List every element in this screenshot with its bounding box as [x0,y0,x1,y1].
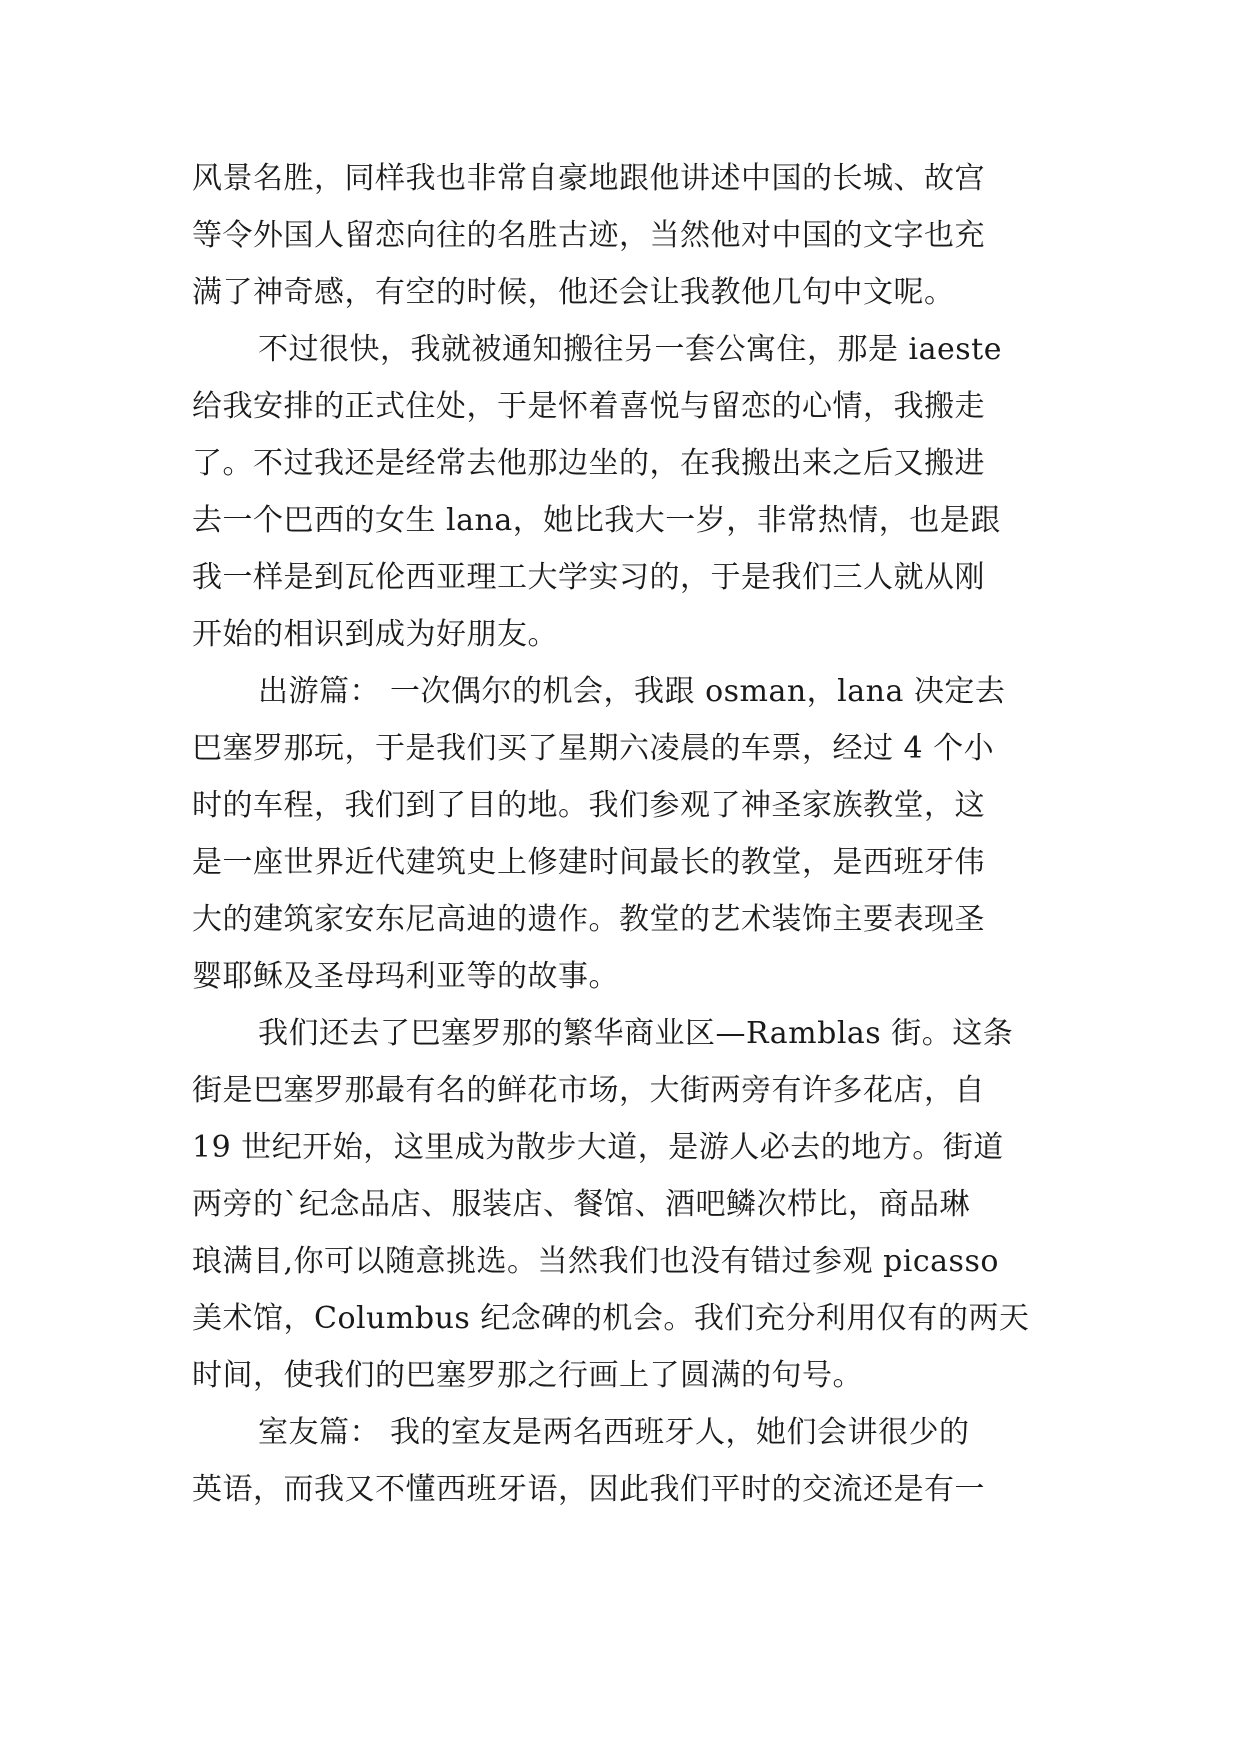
paragraph-line: 时间，使我们的巴塞罗那之行画上了圆满的句号。 [192,1358,863,1393]
paragraph-line: 英语，而我又不懂西班牙语，因此我们平时的交流还是有一 [192,1472,985,1507]
paragraph-line: 大的建筑家安东尼高迪的遗作。教堂的艺术装饰主要表现圣 [192,902,985,937]
body-text [192,150,1060,1518]
paragraph-line: 街是巴塞罗那最有名的鲜花市场，大街两旁有许多花店，自 [192,1073,985,1108]
paragraph-line: 不过很快，我就被通知搬往另一套公寓住，那是 iaeste [258,332,1002,367]
paragraph-line: 风景名胜，同样我也非常自豪地跟他讲述中国的长城、故宫 [192,161,985,196]
paragraph-line: 等令外国人留恋向往的名胜古迹，当然他对中国的文字也充 [192,218,985,253]
paragraph-line: 婴耶稣及圣母玛利亚等的故事。 [192,959,619,994]
paragraph-line: 室友篇： 我的室友是两名西班牙人，她们会讲很少的 [258,1415,970,1450]
paragraph-line: 开始的相识到成为好朋友。 [192,617,558,652]
paragraph-line: 满了神奇感，有空的时候，他还会让我教他几句中文呢。 [192,275,955,310]
paragraph-line: 琅满目,你可以随意挑选。当然我们也没有错过参观 picasso [192,1244,999,1279]
paragraph-line: 时的车程，我们到了目的地。我们参观了神圣家族教堂，这 [192,788,985,823]
paragraph-line: 是一座世界近代建筑史上修建时间最长的教堂，是西班牙伟 [192,845,985,880]
paragraph-line: 19 世纪开始，这里成为散步大道，是游人必去的地方。街道 [192,1130,1004,1165]
paragraph-line: 巴塞罗那玩，于是我们买了星期六凌晨的车票，经过 4 个小 [192,731,995,766]
paragraph-line: 两旁的`纪念品店、服装店、餐馆、酒吧鳞次栉比，商品琳 [192,1187,970,1222]
paragraph-line: 给我安排的正式住处，于是怀着喜悦与留恋的心情，我搬走 [192,389,985,424]
paragraph-line: 出游篇： 一次偶尔的机会，我跟 osman，lana 决定去 [258,674,1006,709]
paragraph-line: 我们还去了巴塞罗那的繁华商业区—Ramblas 街。这条 [258,1016,1014,1051]
paragraph-line: 去一个巴西的女生 lana，她比我大一岁，非常热情，也是跟 [192,503,1001,538]
paragraph-line: 我一样是到瓦伦西亚理工大学实习的，于是我们三人就从刚 [192,560,985,595]
paragraph-line: 了。不过我还是经常去他那边坐的，在我搬出来之后又搬进 [192,446,985,481]
paragraph-line: 美术馆，Columbus 纪念碑的机会。我们充分利用仅有的两天 [192,1301,1030,1336]
